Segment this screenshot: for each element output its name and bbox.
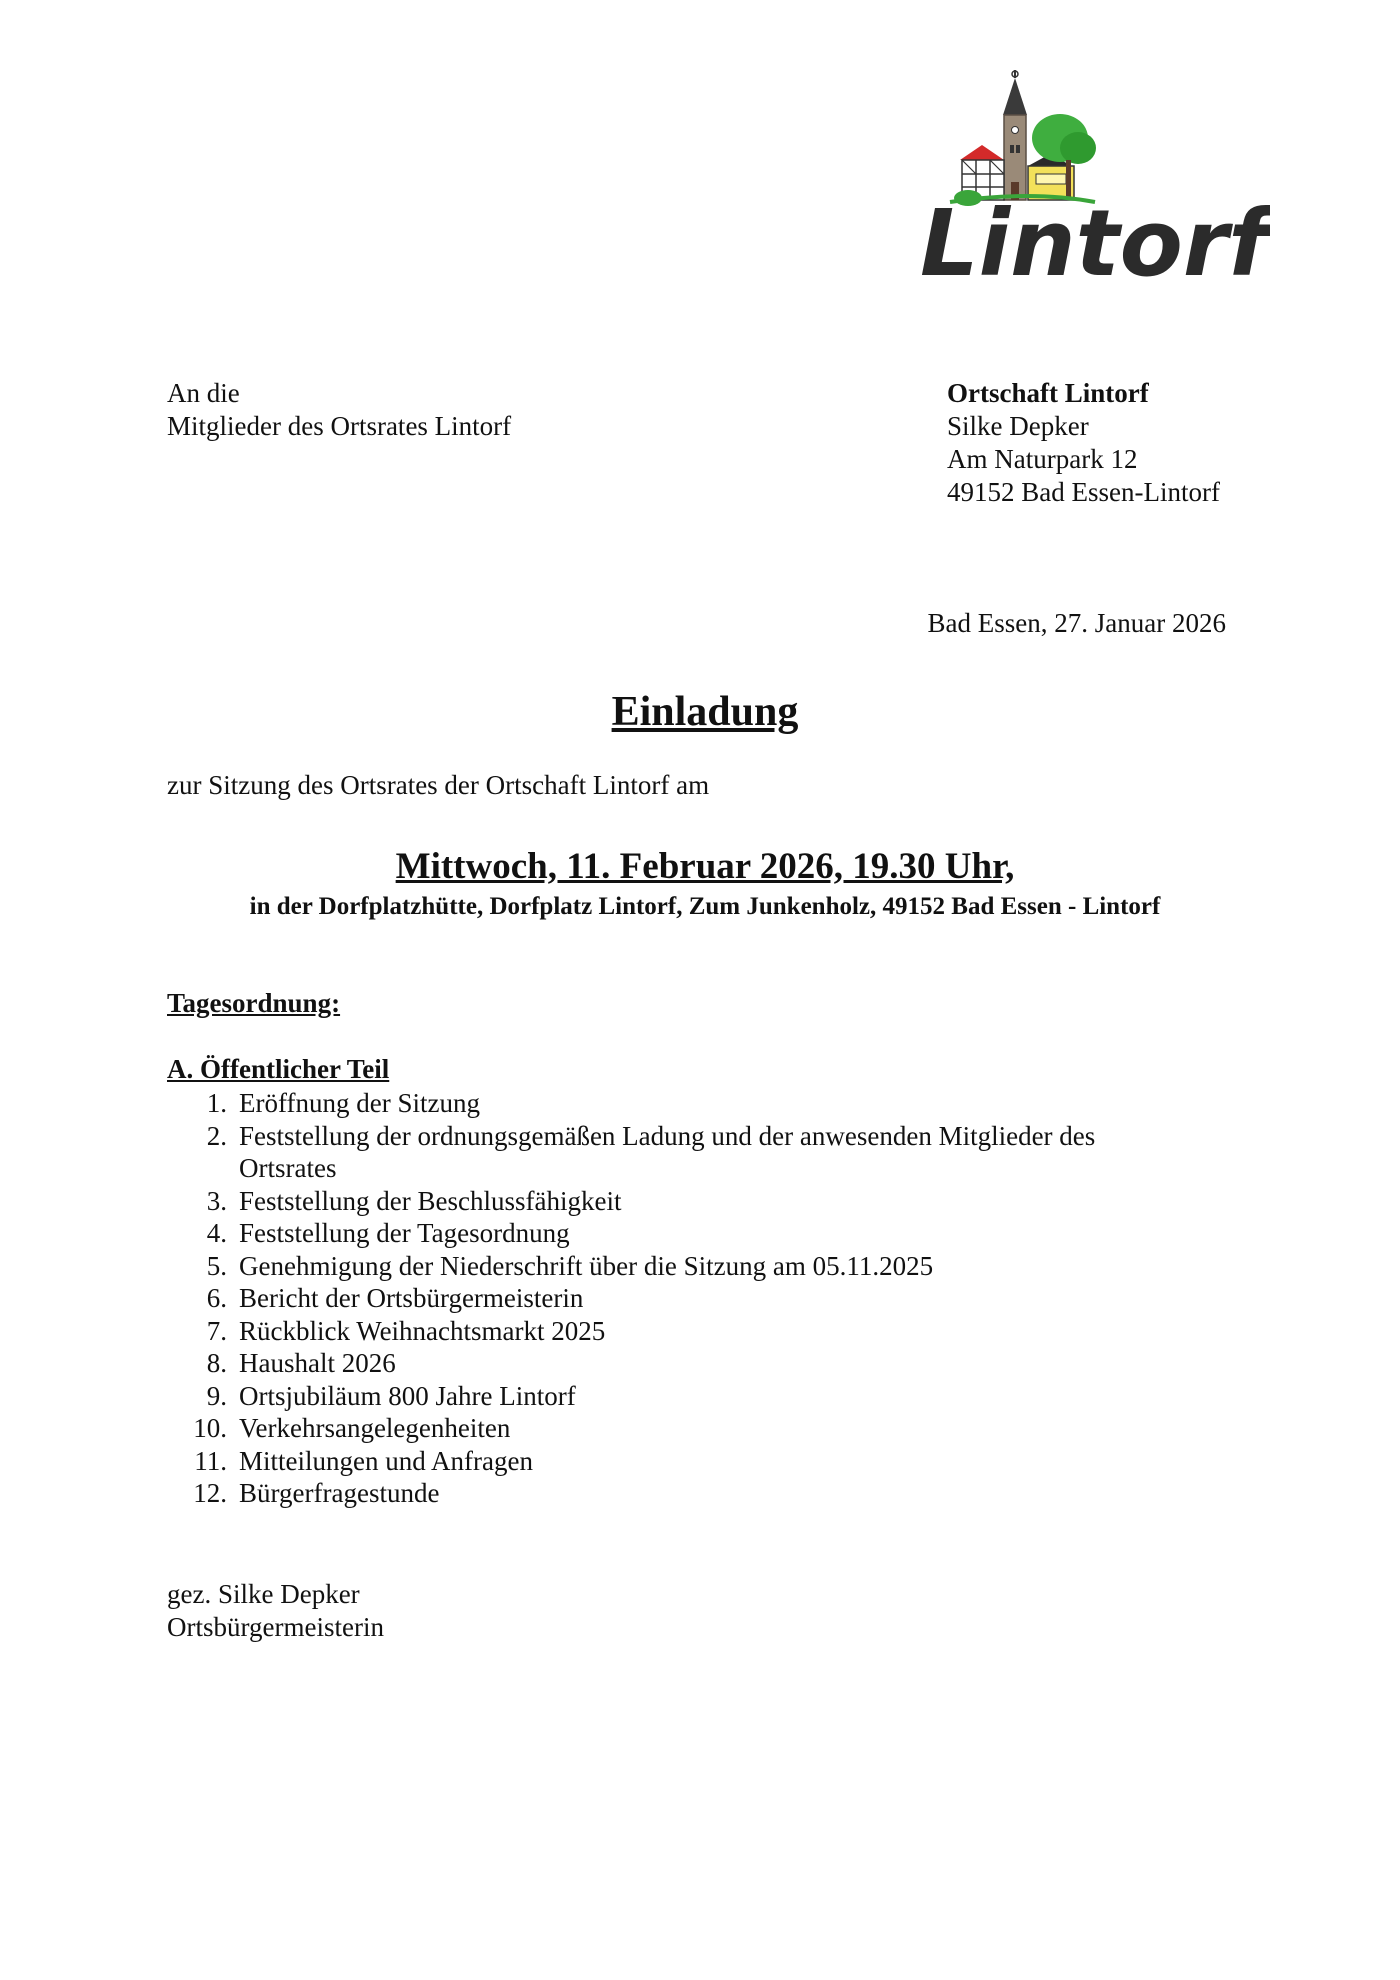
item-text: Feststellung der Tagesordnung	[239, 1218, 570, 1248]
item-number: 2.	[206, 1120, 227, 1151]
item-number: 4.	[206, 1218, 227, 1248]
item-number: 3.	[206, 1185, 227, 1216]
item-text: Feststellung der ordnungsgemäßen Ladung und der anwesenden Mitglieder des Ortsrates	[239, 1120, 1096, 1183]
document-title: Einladung	[611, 689, 799, 735]
sender-street: Am Naturpark 12	[947, 444, 1138, 474]
list-item	[167, 1315, 1167, 1348]
list-item	[167, 1380, 1167, 1413]
item-number: 8.	[206, 1348, 227, 1378]
item-number: 9.	[206, 1380, 227, 1411]
item-text: Verkehrsangelegenheiten	[239, 1413, 511, 1443]
meeting-datetime: Mittwoch, 11. Februar 2026, 19.30 Uhr,	[395, 846, 1015, 887]
item-text: Eröffnung der Sitzung	[239, 1088, 480, 1118]
list-item	[167, 1185, 1167, 1218]
item-number: 10.	[193, 1413, 227, 1443]
list-item	[167, 1412, 1167, 1445]
list-item	[167, 1347, 1167, 1380]
logo-wordmark: Lintorf	[920, 190, 1269, 297]
item-text: Bürgerfragestunde	[239, 1478, 440, 1508]
sender-block	[947, 377, 1220, 509]
list-item	[167, 1282, 1167, 1315]
meeting-location: in der Dorfplatzhütte, Dorfplatz Lintorf, Zum Junkenholz, 49152 Bad Essen - Lintorf	[249, 893, 1161, 920]
agenda-heading: Tagesordnung:	[167, 988, 341, 1018]
item-number: 6.	[206, 1283, 227, 1313]
list-item	[167, 1120, 1167, 1185]
item-text: Mitteilungen und Anfragen	[239, 1445, 533, 1476]
lintorf-logo	[920, 70, 1270, 300]
item-text: Feststellung der Beschlussfähigkeit	[239, 1185, 622, 1216]
public-section-heading: A. Öffentlicher Teil	[167, 1054, 390, 1084]
sender-city: 49152 Bad Essen-Lintorf	[947, 477, 1220, 507]
recipient-line-2: Mitglieder des Ortsrates Lintorf	[167, 411, 512, 441]
item-number: 5.	[206, 1250, 227, 1281]
item-text: Bericht der Ortsbürgermeisterin	[239, 1283, 584, 1313]
village-church-logo-icon	[920, 70, 1270, 300]
recipient-line-1: An die	[167, 378, 240, 408]
list-item	[167, 1250, 1167, 1283]
item-text: Haushalt 2026	[239, 1348, 396, 1378]
item-number: 12.	[193, 1478, 227, 1508]
signature-block	[167, 1578, 384, 1644]
item-text: Genehmigung der Niederschrift über die Sitzung am 05.11.2025	[239, 1250, 934, 1281]
item-number: 1.	[206, 1088, 227, 1118]
item-text: Rückblick Weihnachtsmarkt 2025	[239, 1315, 606, 1346]
item-number: 7.	[206, 1315, 227, 1346]
date-line: Bad Essen, 27. Januar 2026	[927, 608, 1226, 638]
sender-organization: Ortschaft Lintorf	[947, 378, 1149, 408]
intro-text: zur Sitzung des Ortsrates der Ortschaft Lintorf am	[167, 770, 710, 800]
agenda-list	[167, 1087, 1167, 1510]
list-item	[167, 1445, 1167, 1478]
recipient-block	[167, 377, 511, 443]
list-item	[167, 1477, 1167, 1510]
item-text: Ortsjubiläum 800 Jahre Lintorf	[239, 1380, 576, 1411]
list-item	[167, 1087, 1167, 1120]
list-item	[167, 1217, 1167, 1250]
signature-role: Ortsbürgermeisterin	[167, 1612, 384, 1642]
signature-name: gez. Silke Depker	[167, 1579, 360, 1609]
sender-name: Silke Depker	[947, 411, 1089, 441]
item-number: 11.	[194, 1445, 227, 1476]
